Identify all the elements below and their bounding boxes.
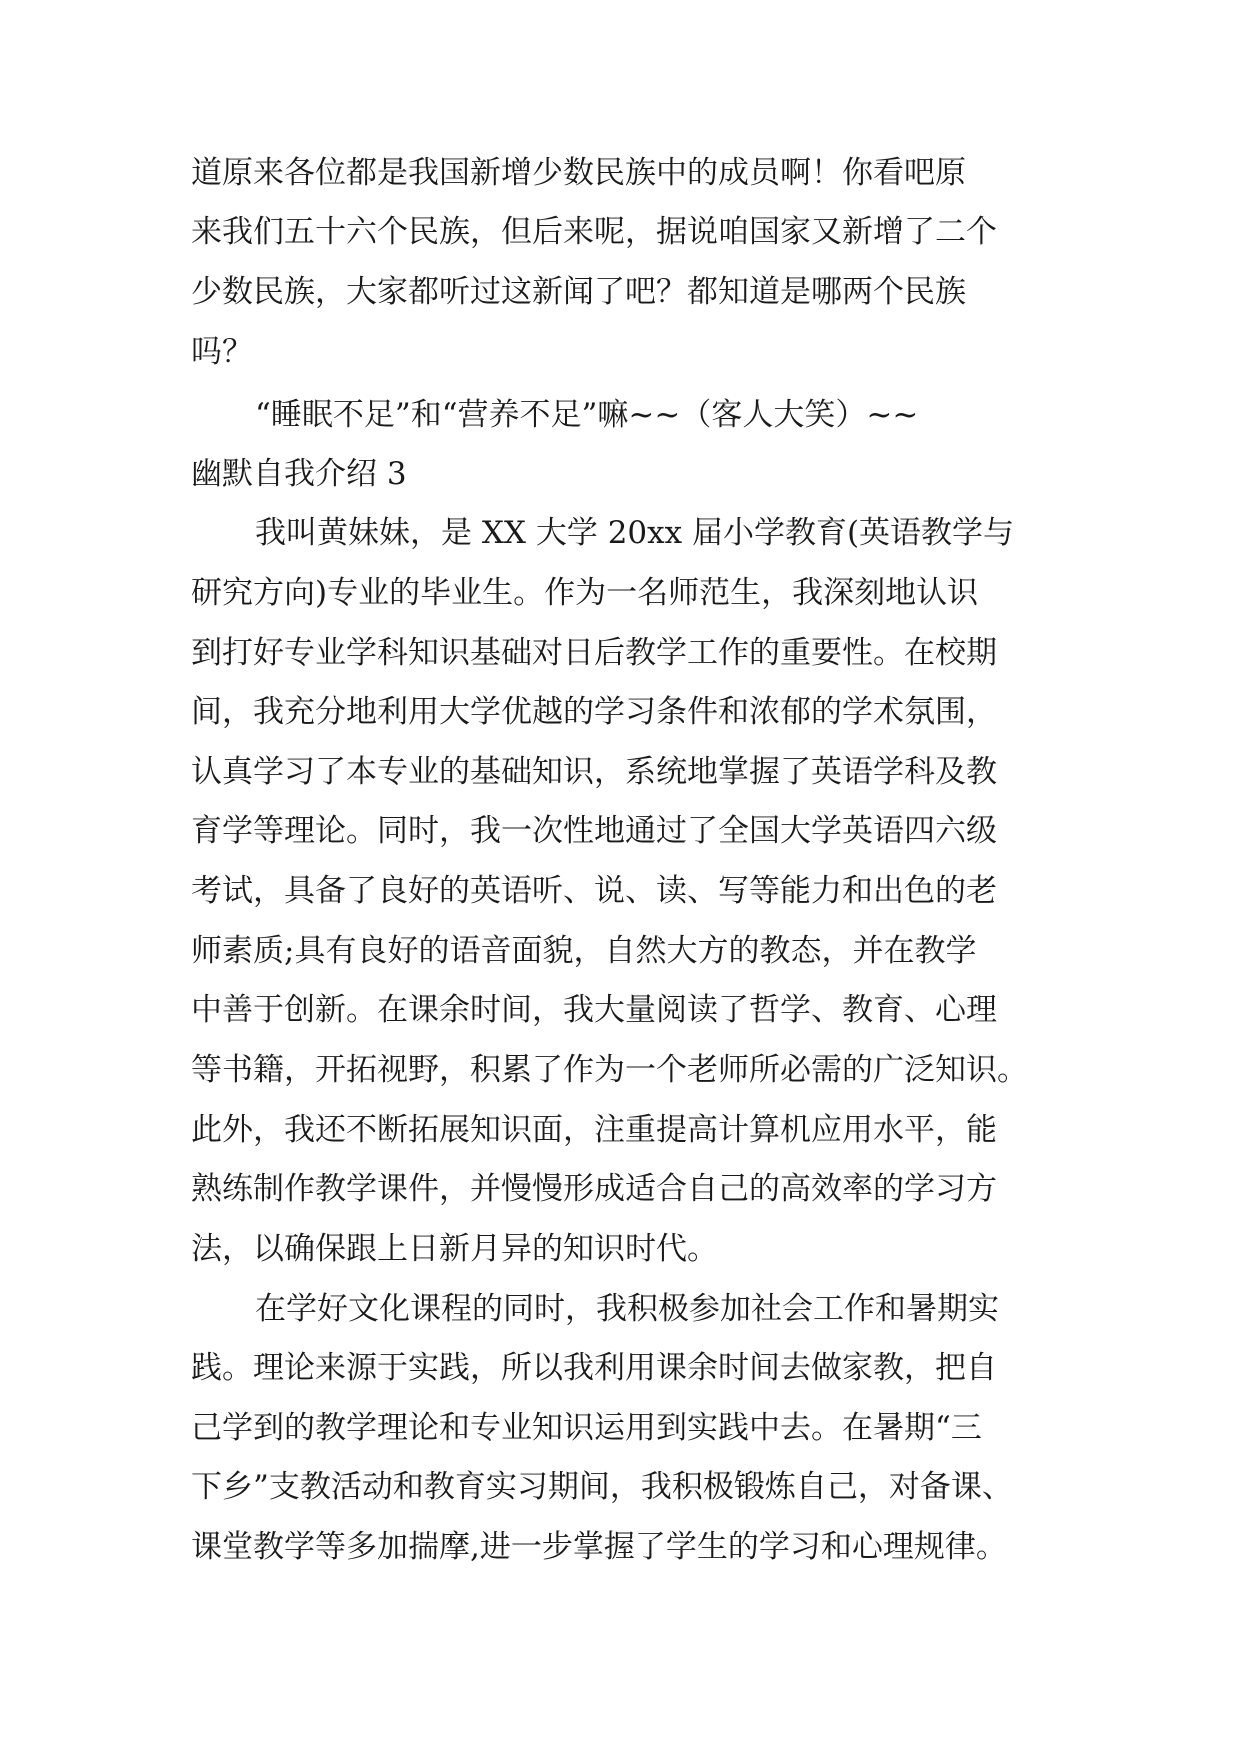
text-line: 等书籍，开拓视野，积累了作为一个老师所必需的广泛知识。 [191, 1052, 1028, 1088]
text-line: 考试，具备了良好的英语听、说、读、写等能力和出色的老 [191, 873, 997, 909]
text-line: 吗？ [191, 334, 253, 370]
text-line: 来我们五十六个民族，但后来呢，据说咱国家又新增了二个 [191, 214, 997, 250]
text-line: 法，以确保跟上日新月异的知识时代。 [191, 1231, 718, 1267]
text-line: 我叫黄妹妹，是 XX 大学 20xx 届小学教育(英语教学与 [255, 515, 1015, 551]
text-line: 道原来各位都是我国新增少数民族中的成员啊！你看吧原 [191, 155, 966, 191]
text-line: “睡眠不足”和“营养不足”嘛~~（客人大笑）~~ [255, 397, 919, 433]
text-line: 己学到的教学理论和专业知识运用到实践中去。在暑期“三 [191, 1410, 982, 1446]
text-line: 课堂教学等多加揣摩,进一步掌握了学生的学习和心理规律。 [191, 1529, 1007, 1565]
text-line: 认真学习了本专业的基础知识，系统地掌握了英语学科及教 [191, 754, 997, 790]
text-line: 中善于创新。在课余时间，我大量阅读了哲学、教育、心理 [191, 992, 997, 1028]
text-line: 熟练制作教学课件，并慢慢形成适合自己的高效率的学习方 [191, 1171, 997, 1207]
text-line: 在学好文化课程的同时，我积极参加社会工作和暑期实 [255, 1291, 999, 1327]
text-line: 践。理论来源于实践，所以我利用课余时间去做家教，把自 [191, 1350, 997, 1386]
section-heading: 幽默自我介绍 3 [191, 456, 407, 492]
text-line: 此外，我还不断拓展知识面，注重提高计算机应用水平，能 [191, 1112, 997, 1148]
text-line: 下乡”支教活动和教育实习期间，我积极锻炼自己，对备课、 [191, 1469, 1013, 1505]
text-line: 少数民族，大家都听过这新闻了吧？都知道是哪两个民族 [191, 274, 966, 310]
text-line: 师素质;具有良好的语音面貌，自然大方的教态，并在教学 [191, 933, 977, 969]
text-line: 研究方向)专业的毕业生。作为一名师范生，我深刻地认识 [191, 575, 979, 611]
text-line: 育学等理论。同时，我一次性地通过了全国大学英语四六级 [191, 813, 997, 849]
text-line: 间，我充分地利用大学优越的学习条件和浓郁的学术氛围， [191, 694, 997, 730]
text-line: 到打好专业学科知识基础对日后教学工作的重要性。在校期 [191, 635, 997, 671]
